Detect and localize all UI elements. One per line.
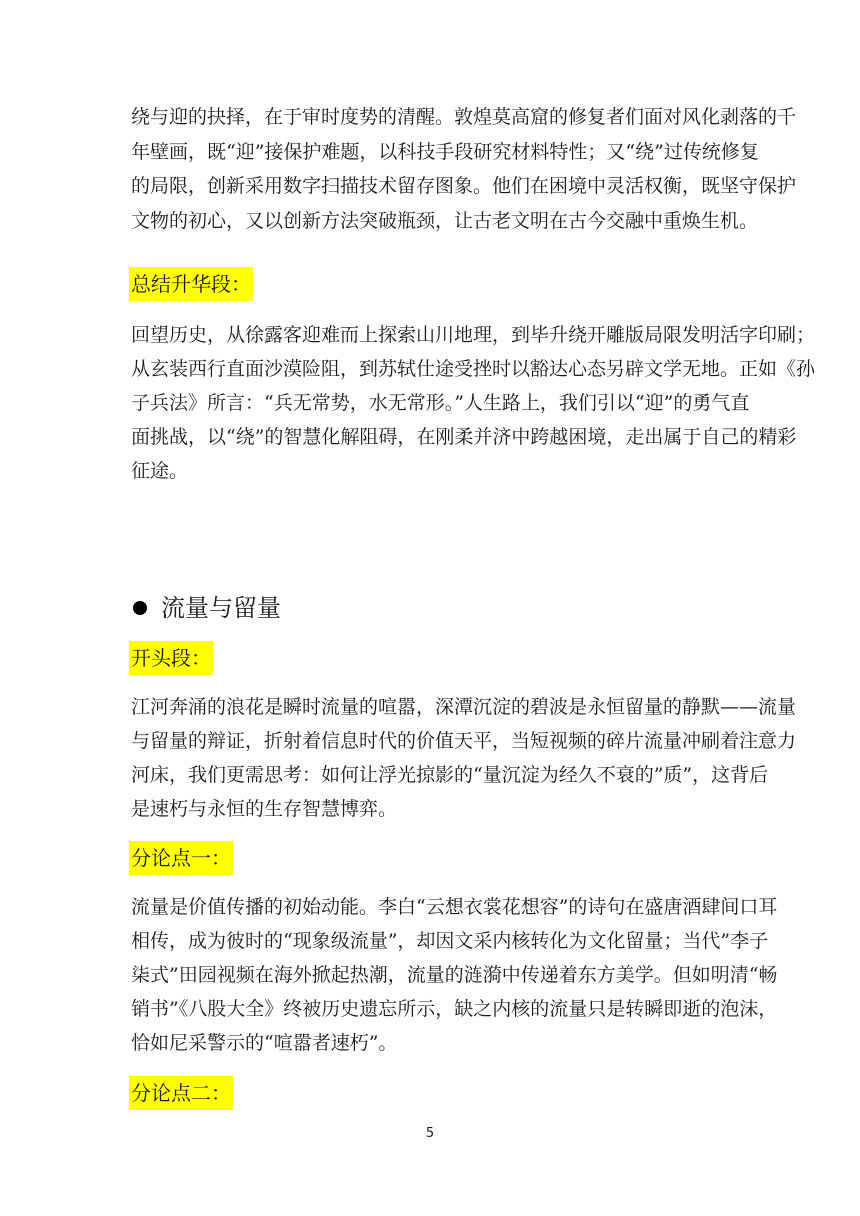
text-line: 是速朽与永恒的生存智慧博弈。 bbox=[131, 798, 398, 820]
heading-point-one: 分论点一： bbox=[129, 841, 233, 875]
heading-opening: 开头段： bbox=[129, 641, 213, 675]
heading-point-two: 分论点二： bbox=[129, 1076, 233, 1110]
text-line: 相传，成为彼时的“现象级流量”，却因文采内核转化为文化留量；当代”李子 bbox=[131, 930, 769, 952]
text-line: 与留量的辩证，折射着信息时代的价值天平，当短视频的碎片流量冲刷着注意力 bbox=[131, 730, 797, 752]
text-line: 河床，我们更需思考：如何让浮光掠影的“量沉淀为经久不衰的”质”，这背后 bbox=[131, 764, 769, 786]
text-line: 流量是价值传播的初始动能。李白“云想衣裳花想容”的诗句在盛唐酒肆间口耳 bbox=[131, 896, 778, 918]
paragraph-dunhuang bbox=[131, 100, 797, 238]
text-line: 年壁画，既“迎”接保护难题，以科技手段研究材料特性；又“绕”过传统修复 bbox=[131, 140, 759, 163]
paragraph-opening bbox=[131, 690, 797, 826]
text-line: 销书”《八股大全》终被历史遗忘所示，缺之内核的流量只是转瞬即逝的泡沫， bbox=[131, 998, 778, 1020]
text-line: 从玄装西行直面沙漠险阻，到苏轼仕途受挫时以豁达心态另辟文学无地。正如《孙 bbox=[131, 358, 816, 380]
paragraph-summary bbox=[131, 318, 816, 488]
text-line: 绕与迎的抉择，在于审时度势的清醒。敦煌莫高窟的修复者们面对风化剥落的千 bbox=[131, 106, 797, 128]
text-line: 恰如尼采警示的“喧嚣者速朽”。 bbox=[131, 1032, 398, 1054]
section-title: 流量与留量 bbox=[161, 594, 281, 622]
text-line: 征途。 bbox=[131, 460, 189, 482]
text-line: 回望历史，从徐露客迎难而上探索山川地理，到毕升绕开雕版局限发明活字印刷； bbox=[131, 324, 816, 346]
paragraph-point-one bbox=[131, 890, 778, 1060]
bullet-icon bbox=[133, 601, 147, 615]
text-line: 面挑战，以“绕”的智慧化解阻碍，在刚柔并济中跨越困境，走出属于自己的精彩 bbox=[131, 426, 797, 448]
heading-summary: 总结升华段： bbox=[129, 267, 253, 301]
text-line: 文物的初心，又以创新方法突破瓶颈，让古老文明在古今交融中重焕生机。 bbox=[131, 209, 759, 232]
text-line: 的局限，创新采用数字扫描技术留存图象。他们在困境中灵活权衡，既坚守保护 bbox=[131, 175, 797, 197]
text-line: 江河奔涌的浪花是瞬时流量的喧嚣，深潭沉淀的碧波是永恒留量的静默——流量 bbox=[131, 696, 797, 718]
page-number: 5 bbox=[425, 1126, 435, 1141]
text-line: 柒式”田园视频在海外掀起热潮，流量的涟漪中传递着东方美学。但如明清“畅 bbox=[131, 964, 778, 986]
text-line: 子兵法》所言：“兵无常势，水无常形。”人生路上，我们引以“迎”的勇气直 bbox=[131, 392, 750, 414]
